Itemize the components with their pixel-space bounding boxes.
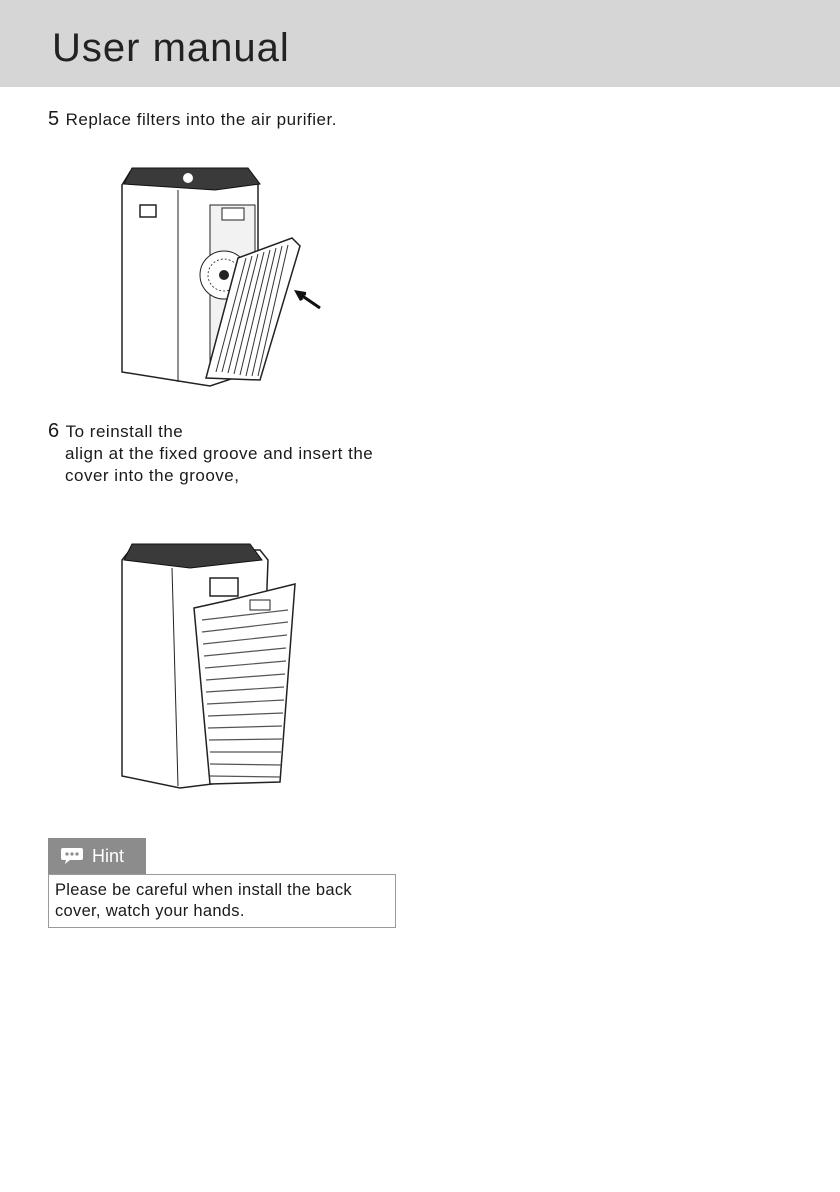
page-header bbox=[0, 0, 840, 87]
hint-tab bbox=[48, 838, 146, 874]
hint-box bbox=[48, 874, 396, 928]
step-5 bbox=[48, 108, 337, 131]
step-text-line-2: align at the fixed groove and insert the bbox=[65, 444, 374, 463]
step-6 bbox=[48, 420, 408, 487]
hint-text-line-2: cover, watch your hands. bbox=[55, 902, 245, 920]
step-number: 6 bbox=[48, 420, 60, 442]
manual-title: User manual bbox=[52, 26, 290, 70]
speech-bubble-icon bbox=[60, 846, 84, 866]
filter-insertion-illustration bbox=[110, 150, 360, 400]
step-text: Replace filters into the air purifier. bbox=[65, 110, 337, 129]
step-number: 5 bbox=[48, 108, 60, 130]
hint-text-line-1: Please be careful when install the back bbox=[55, 881, 352, 899]
step-text-line-3: cover into the groove, bbox=[65, 466, 240, 485]
step-text-line-1: To reinstall the bbox=[65, 422, 184, 441]
hint-label: Hint bbox=[92, 845, 125, 866]
back-cover-panel bbox=[194, 584, 295, 784]
back-cover-illustration bbox=[110, 540, 310, 790]
